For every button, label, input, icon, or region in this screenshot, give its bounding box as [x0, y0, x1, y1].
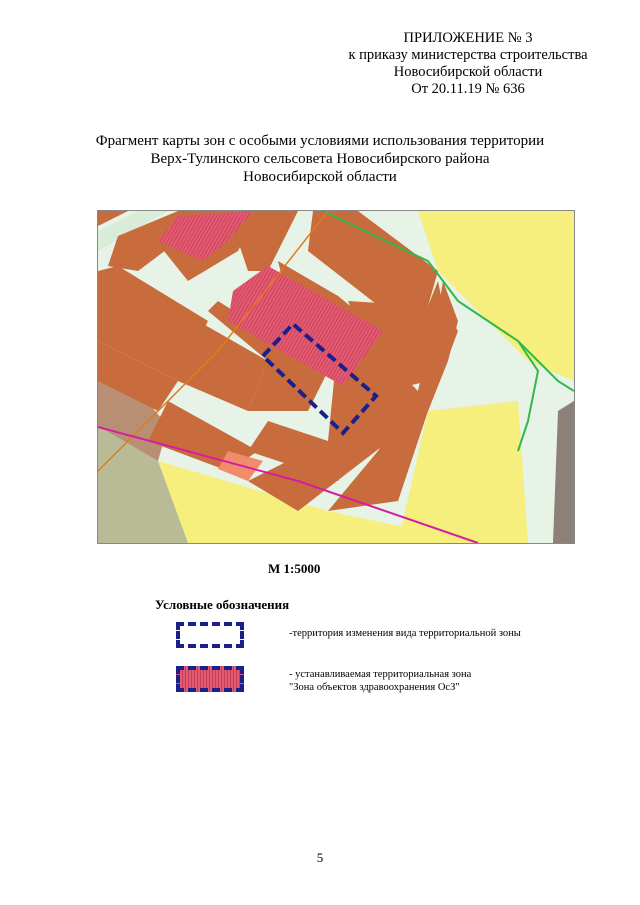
legend-title: Условные обозначения: [155, 597, 290, 612]
title-line-2: Верх-Тулинского сельсовета Новосибирского района: [150, 151, 490, 167]
title-line-3: Новосибирской области: [243, 169, 397, 185]
order-reference: к приказу министерства строительства: [348, 47, 588, 63]
dashed-filled-swatch: [176, 666, 244, 692]
zone-map: [97, 210, 575, 544]
title-line-1: Фрагмент карты зон с особыми условиями использования территории: [95, 133, 545, 149]
map-scale: М 1:5000: [268, 561, 321, 576]
document-header: [338, 30, 598, 98]
legend-text-line-2: "Зона объектов здравоохранения ОсЗ": [289, 682, 460, 693]
zone-map-graphic: [98, 211, 574, 543]
document-title: [0, 132, 640, 186]
order-date: От 20.11.19 № 636: [411, 81, 525, 97]
page-number: 5: [316, 850, 324, 865]
appendix-number: ПРИЛОЖЕНИЕ № 3: [403, 30, 533, 46]
region-name: Новосибирской области: [393, 64, 543, 80]
dashed-outline-swatch: [176, 622, 244, 648]
legend-text: -территория изменения вида территориальной зоны: [289, 628, 521, 639]
legend-text-line-1: - устанавливаемая территориальная зона: [289, 669, 472, 680]
